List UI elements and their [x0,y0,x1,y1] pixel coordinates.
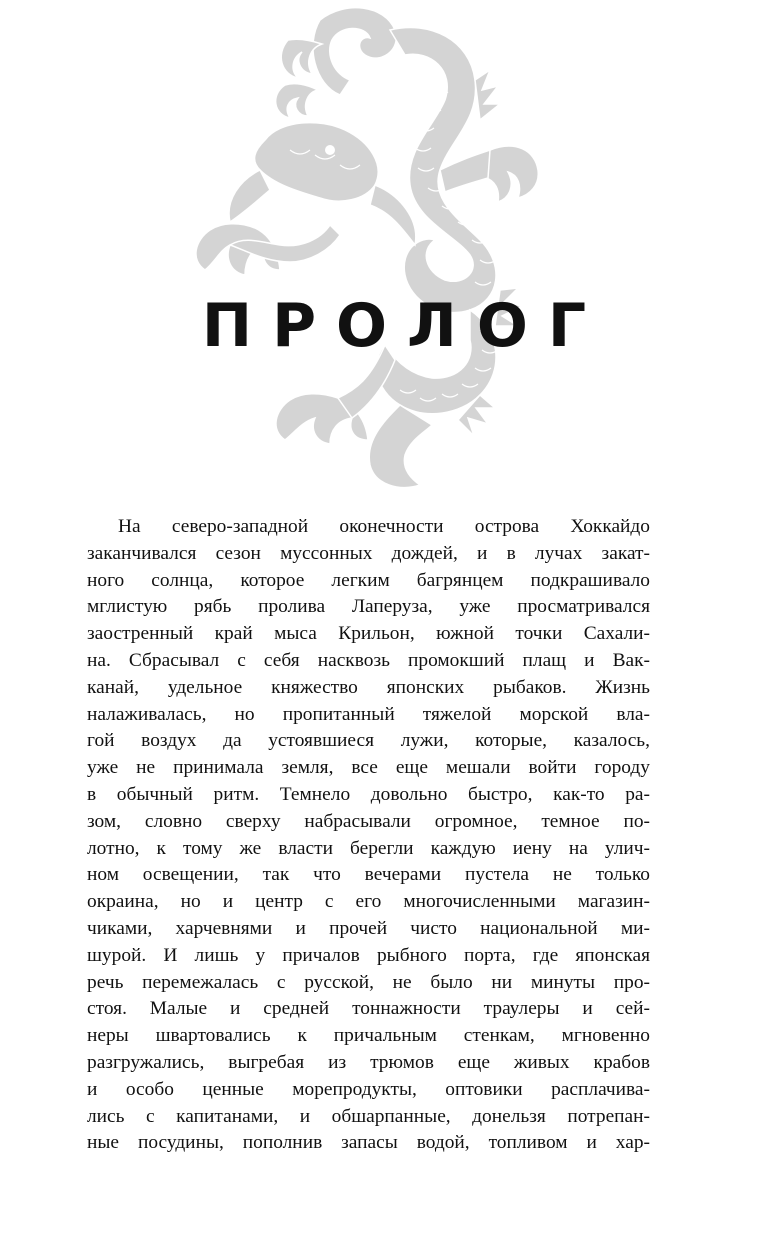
text-line: разгружались, выгребая из трюмов еще живых крабов [87,1051,650,1073]
text-line: в обычный ритм. Темнело довольно быстро, как-то ра- [87,783,650,805]
text-line: заостренный край мыса Крильон, южной точки Сахали- [87,623,650,645]
text-line: На северо-западной оконечности острова Хоккайдо [118,516,650,537]
text-line: уже не принимала земля, все еще мешали войти городу [87,757,650,779]
text-line: шурой. И лишь у причалов рыбного порта, где японская [87,944,650,966]
dragon-icon [170,0,590,500]
text-line: ные посудины, пополнив запасы водой, топливом и хар- [87,1132,650,1154]
text-line: лотно, к тому же власти берегли каждую иену на улич- [87,837,650,859]
text-line: мглистую рябь пролива Лаперуза, уже просматривался [87,596,650,618]
text-line: чиками, харчевнями и прочей чисто национальной ми- [87,917,650,939]
body-paragraph [87,514,650,1157]
text-line: ном освещении, так что вечерами пустела не только [87,864,650,886]
text-line: речь перемежалась с русской, не было ни минуты про- [87,971,650,993]
text-line: лись с капитанами, и обшарпанные, донельзя потрепан- [87,1105,650,1127]
text-line: канай, удельное княжество японских рыбаков. Жизнь [87,676,650,698]
text-line: на. Сбрасывал с себя насквозь промокший плащ и Вак- [87,649,650,671]
text-line: окраина, но и центр с его многочисленными магазин- [87,891,650,913]
text-line: заканчивался сезон муссонных дождей, и в лучах закат- [87,542,650,564]
text-line: стоя. Малые и средней тоннажности траулеры и сей- [87,998,650,1020]
text-line: гой воздух да устоявшиеся лужи, которые, казалось, [87,730,650,752]
text-line: зом, словно сверху набрасывали огромное, темное по- [87,810,650,832]
text-line: ного солнца, которое легким багрянцем подкрашивало [87,569,650,591]
text-line: налаживалась, но пропитанный тяжелой морской вла- [87,703,650,725]
text-line: неры швартовались к причальным стенкам, мгновенно [87,1025,650,1047]
text-line: и особо ценные морепродукты, оптовики расплачива- [87,1078,650,1100]
chapter-title: ПРОЛОГ [201,291,607,361]
